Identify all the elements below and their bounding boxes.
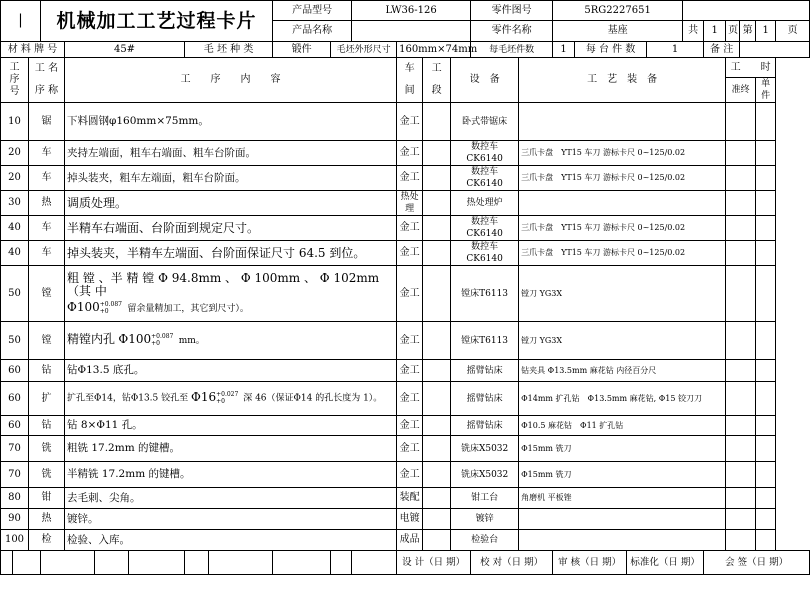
approval-blank [209, 551, 273, 575]
row-no: 70 [1, 436, 29, 462]
formula-lower: +0 [99, 307, 109, 315]
row-content: 粗铣 17.2mm 的键槽。 [65, 436, 397, 462]
col-unit-time: 单件 [756, 78, 776, 103]
table-row [1, 360, 810, 382]
row-name: 检 [29, 530, 65, 551]
row-prep [726, 436, 756, 462]
row-equipment: 铣床X5032 [451, 462, 519, 488]
row-content-formula-line [67, 301, 394, 316]
col-tooling: 工 艺 装 备 [519, 58, 726, 103]
row-unit [756, 360, 776, 382]
row-shop: 金工 [397, 360, 423, 382]
row-content: 调质处理。 [65, 191, 397, 216]
row-name: 钳 [29, 488, 65, 509]
total-unit: 页 [726, 21, 740, 42]
row-prep [726, 216, 756, 241]
blank-size: 160mm×74mm [397, 42, 471, 58]
row-unit [756, 241, 776, 266]
row-equipment: 摇臂钻床 [451, 416, 519, 436]
row-section [423, 166, 451, 191]
tolerance-formula [67, 301, 124, 315]
row-prep [726, 103, 756, 141]
row-unit [756, 166, 776, 191]
row-tooling: 三爪卡盘 YT15 车刀 游标卡尺 0~125/0.02 [519, 141, 726, 166]
col-workshop-b: 间 [404, 85, 415, 96]
header-mark-cell [1, 1, 41, 42]
row-equipment: 检验台 [451, 530, 519, 551]
col-equipment: 设 备 [451, 58, 519, 103]
row-no: 10 [1, 103, 29, 141]
row-no: 50 [1, 322, 29, 360]
tolerance-formula [191, 391, 240, 405]
table-row [1, 382, 810, 416]
blank-type: 锻件 [273, 42, 331, 58]
row-equipment: 摇臂钻床 [451, 360, 519, 382]
formula-upper: +0.087 [99, 300, 122, 308]
table-row [1, 141, 810, 166]
row-content-a: 粗 镗 、半 精 镗 Φ 94.8mm 、 Φ 100mm 、 Φ 102mm （其 中 [67, 270, 380, 298]
row-tooling: 三爪卡盘 YT15 车刀 游标卡尺 0~125/0.02 [519, 241, 726, 266]
row-tooling [519, 509, 726, 530]
row-content: 夹持左端面，粗车右端面、粗车台阶面。 [65, 141, 397, 166]
row-unit [756, 141, 776, 166]
row-section [423, 241, 451, 266]
row-no: 80 [1, 488, 29, 509]
row-equipment: 数控车CK6140 [451, 166, 519, 191]
header-mark: | [18, 12, 23, 28]
formula-tolerance [151, 333, 173, 347]
row-shop: 金工 [397, 241, 423, 266]
approval-blank [273, 551, 331, 575]
row-no: 30 [1, 191, 29, 216]
row-equipment: 镀锌 [451, 509, 519, 530]
standard-signoff: 标准化（日 期） [627, 551, 704, 575]
row-equipment: 铣床X5032 [451, 436, 519, 462]
row-content: 下料圆钢φ160mm×75mm。 [65, 103, 397, 141]
row-shop: 装配 [397, 488, 423, 509]
row-name: 锯 [29, 103, 65, 141]
formula-tolerance [100, 301, 122, 315]
row-unit [756, 382, 776, 416]
col-step-no-a: 工 [9, 62, 20, 73]
row-equipment: 数控车CK6140 [451, 141, 519, 166]
row-no: 20 [1, 141, 29, 166]
row-unit [756, 216, 776, 241]
formula-base: Φ100 [118, 332, 152, 346]
row-unit [756, 436, 776, 462]
row-unit [756, 416, 776, 436]
table-row [1, 416, 810, 436]
row-section [423, 103, 451, 141]
row-content-a: 扩孔至Φ14，钻Φ13.5 铰孔至 [67, 393, 189, 404]
row-equipment: 热处理炉 [451, 191, 519, 216]
table-row [1, 103, 810, 141]
row-content: 掉头装夹，半精车左端面、台阶面保证尺寸 64.5 到位。 [65, 241, 397, 266]
row-content: 半精车右端面、台阶面到规定尺寸。 [65, 216, 397, 241]
approval-blank [1, 551, 13, 575]
row-unit [756, 266, 776, 322]
row-content: 钻Φ13.5 底孔。 [65, 360, 397, 382]
row-name: 热 [29, 191, 65, 216]
row-content-a: 精镗内孔 [67, 332, 116, 346]
row-name: 镗 [29, 266, 65, 322]
row-equipment: 镗床T6113 [451, 266, 519, 322]
row-tooling: 镗刀 YG3X [519, 322, 726, 360]
row-prep [726, 462, 756, 488]
pieces-per-blank-label: 每毛坯件数 [471, 42, 553, 58]
col-step-name [29, 58, 65, 103]
blank-size-label: 毛坯外形尺寸 [331, 42, 397, 58]
col-section-b: 段 [431, 85, 442, 96]
part-number-label: 零件图号 [471, 1, 553, 21]
row-unit [756, 462, 776, 488]
row-tooling: 角磨机 平板锉 [519, 488, 726, 509]
row-section [423, 322, 451, 360]
card-title: 机械加工工艺过程卡片 [41, 1, 273, 42]
table-row [1, 216, 810, 241]
row-shop: 金工 [397, 141, 423, 166]
approval-blank [185, 551, 209, 575]
col-section [423, 58, 451, 103]
table-row [1, 509, 810, 530]
row-name: 热 [29, 509, 65, 530]
row-section [423, 382, 451, 416]
row-equipment: 镗床T6113 [451, 322, 519, 360]
row-unit [756, 322, 776, 360]
row-unit [756, 191, 776, 216]
row-no: 60 [1, 416, 29, 436]
row-equipment: 数控车CK6140 [451, 241, 519, 266]
review-signoff: 审 核（日 期） [553, 551, 627, 575]
row-tooling: Φ15mm 铣刀 [519, 436, 726, 462]
row-prep [726, 488, 756, 509]
row-prep [726, 166, 756, 191]
remarks [740, 42, 810, 58]
tolerance-formula [118, 333, 175, 347]
row-section [423, 462, 451, 488]
row-tooling [519, 530, 726, 551]
part-number: 5RG2227651 [553, 1, 683, 21]
formula-tolerance [216, 391, 238, 405]
row-equipment: 摇臂钻床 [451, 382, 519, 416]
row-section [423, 191, 451, 216]
row-tooling: 三爪卡盘 YT15 车刀 游标卡尺 0~125/0.02 [519, 166, 726, 191]
row-prep [726, 416, 756, 436]
row-content: 掉头装夹，粗车左端面，粗车台阶面。 [65, 166, 397, 191]
row-section [423, 488, 451, 509]
row-tooling: Φ14mm 扩孔钻 Φ13.5mm 麻花钻, Φ15 铰刀刀 [519, 382, 726, 416]
row-no: 50 [1, 266, 29, 322]
col-time: 工 时 [726, 58, 776, 78]
row-name: 扩 [29, 382, 65, 416]
material-no-label: 材 料 牌 号 [1, 42, 65, 58]
row-section [423, 509, 451, 530]
row-shop: 成品 [397, 530, 423, 551]
row-prep [726, 191, 756, 216]
row-section [423, 266, 451, 322]
current-label: 第 [740, 21, 756, 42]
row-section [423, 141, 451, 166]
col-section-a: 工 [431, 63, 442, 74]
total-pages: 1 [704, 21, 726, 42]
row-no: 40 [1, 216, 29, 241]
formula-lower: +0 [216, 398, 225, 406]
product-name [352, 21, 471, 42]
row-content: 半精铣 17.2mm 的键槽。 [65, 462, 397, 488]
row-prep [726, 509, 756, 530]
table-row [1, 322, 810, 360]
approval-blank [352, 551, 397, 575]
row-content [65, 382, 397, 416]
row-equipment: 钳工台 [451, 488, 519, 509]
row-prep [726, 382, 756, 416]
check-signoff: 校 对（日 期） [471, 551, 553, 575]
row-name: 铣 [29, 436, 65, 462]
row-section [423, 416, 451, 436]
approval-row [1, 551, 810, 575]
row-shop: 金工 [397, 166, 423, 191]
table-row [1, 488, 810, 509]
table-row [1, 241, 810, 266]
row-content [65, 322, 397, 360]
current-unit: 页 [776, 21, 810, 42]
approval-blank [129, 551, 185, 575]
product-name-label: 产品名称 [273, 21, 352, 42]
row-name: 钻 [29, 360, 65, 382]
row-prep [726, 322, 756, 360]
table-row [1, 166, 810, 191]
row-equipment: 卧式带锯床 [451, 103, 519, 141]
total-label: 共 [683, 21, 704, 42]
formula-lower: +0 [151, 340, 160, 347]
row-shop: 金工 [397, 266, 423, 322]
col-prep-time: 准终 [726, 78, 756, 103]
col-workshop [397, 58, 423, 103]
row-shop: 金工 [397, 416, 423, 436]
row-shop: 金工 [397, 436, 423, 462]
row-name: 镗 [29, 322, 65, 360]
approval-blank [13, 551, 41, 575]
row-name: 车 [29, 141, 65, 166]
current-page: 1 [756, 21, 776, 42]
row-content: 镀锌。 [65, 509, 397, 530]
row-section [423, 216, 451, 241]
row-tooling: Φ10.5 麻花钻 Φ11 扩孔钻 [519, 416, 726, 436]
col-step-name-a: 工 名 [34, 63, 59, 74]
remarks-label: 备 注 [704, 42, 740, 58]
pieces-per-unit: 1 [647, 42, 704, 58]
row-content-b: 深 46（保证Φ14 的孔长度为 1）。 [243, 393, 383, 404]
formula-upper: +0.087 [151, 333, 174, 340]
row-prep [726, 266, 756, 322]
row-content: 钻 8×Φ11 孔。 [65, 416, 397, 436]
row-name: 铣 [29, 462, 65, 488]
table-row [1, 436, 810, 462]
row-equipment: 数控车CK6140 [451, 216, 519, 241]
row-tooling: 镗刀 YG3X [519, 266, 726, 322]
table-row [1, 266, 810, 322]
row-shop: 金工 [397, 103, 423, 141]
row-no: 60 [1, 382, 29, 416]
row-shop: 金工 [397, 216, 423, 241]
row-unit [756, 509, 776, 530]
blank-type-label: 毛 坯 种 类 [185, 42, 273, 58]
approval-blank [95, 551, 129, 575]
part-name: 基座 [553, 21, 683, 42]
col-step-name-b: 序 称 [34, 85, 59, 96]
row-content: 检验、入库。 [65, 530, 397, 551]
row-section [423, 530, 451, 551]
row-shop: 金工 [397, 382, 423, 416]
row-no: 40 [1, 241, 29, 266]
product-model: LW36-126 [352, 1, 471, 21]
col-content: 工 序 内 容 [65, 58, 397, 103]
material-no: 45# [65, 42, 185, 58]
row-no: 100 [1, 530, 29, 551]
row-content-b: mm。 [178, 336, 205, 346]
row-prep [726, 360, 756, 382]
design-signoff: 设 计（日 期） [397, 551, 471, 575]
product-model-label: 产品型号 [273, 1, 352, 21]
row-content [65, 266, 397, 322]
row-shop: 金工 [397, 322, 423, 360]
pieces-per-blank: 1 [553, 42, 575, 58]
row-name: 车 [29, 166, 65, 191]
row-unit [756, 103, 776, 141]
row-prep [726, 141, 756, 166]
row-tooling [519, 103, 726, 141]
row-shop: 金工 [397, 462, 423, 488]
sign-signoff: 会 签（日 期） [704, 551, 810, 575]
row-content-b: 留余量精加工，其它到尺寸）。 [127, 303, 249, 314]
row-shop: 电镀 [397, 509, 423, 530]
approval-blank [41, 551, 95, 575]
row-no: 60 [1, 360, 29, 382]
row-no: 90 [1, 509, 29, 530]
row-content: 去毛刺、尖角。 [65, 488, 397, 509]
row-tooling: 钻夹具 Φ13.5mm 麻花钻 内径百分尺 [519, 360, 726, 382]
row-tooling: Φ15mm 铣刀 [519, 462, 726, 488]
pieces-per-unit-label: 每 台 件 数 [575, 42, 647, 58]
col-step-no-c: 号 [9, 86, 20, 97]
row-section [423, 436, 451, 462]
row-no: 20 [1, 166, 29, 191]
header-blank-cell [683, 1, 810, 21]
row-name: 车 [29, 241, 65, 266]
row-name: 钻 [29, 416, 65, 436]
row-shop: 热处理 [397, 191, 423, 216]
col-step-no-b: 序 [9, 74, 20, 85]
row-tooling: 三爪卡盘 YT15 车刀 游标卡尺 0~125/0.02 [519, 216, 726, 241]
row-unit [756, 488, 776, 509]
row-no: 70 [1, 462, 29, 488]
table-row [1, 191, 810, 216]
col-workshop-a: 车 [404, 63, 415, 74]
col-step-no [1, 58, 29, 103]
row-tooling [519, 191, 726, 216]
row-name: 车 [29, 216, 65, 241]
row-prep [726, 241, 756, 266]
row-section [423, 360, 451, 382]
row-unit [756, 530, 776, 551]
table-row [1, 530, 810, 551]
table-row [1, 462, 810, 488]
row-prep [726, 530, 756, 551]
formula-upper: +0.027 [216, 391, 239, 399]
formula-base: Φ100 [67, 299, 100, 314]
approval-blank [331, 551, 352, 575]
formula-base: Φ16 [191, 390, 217, 405]
part-name-label: 零件名称 [471, 21, 553, 42]
